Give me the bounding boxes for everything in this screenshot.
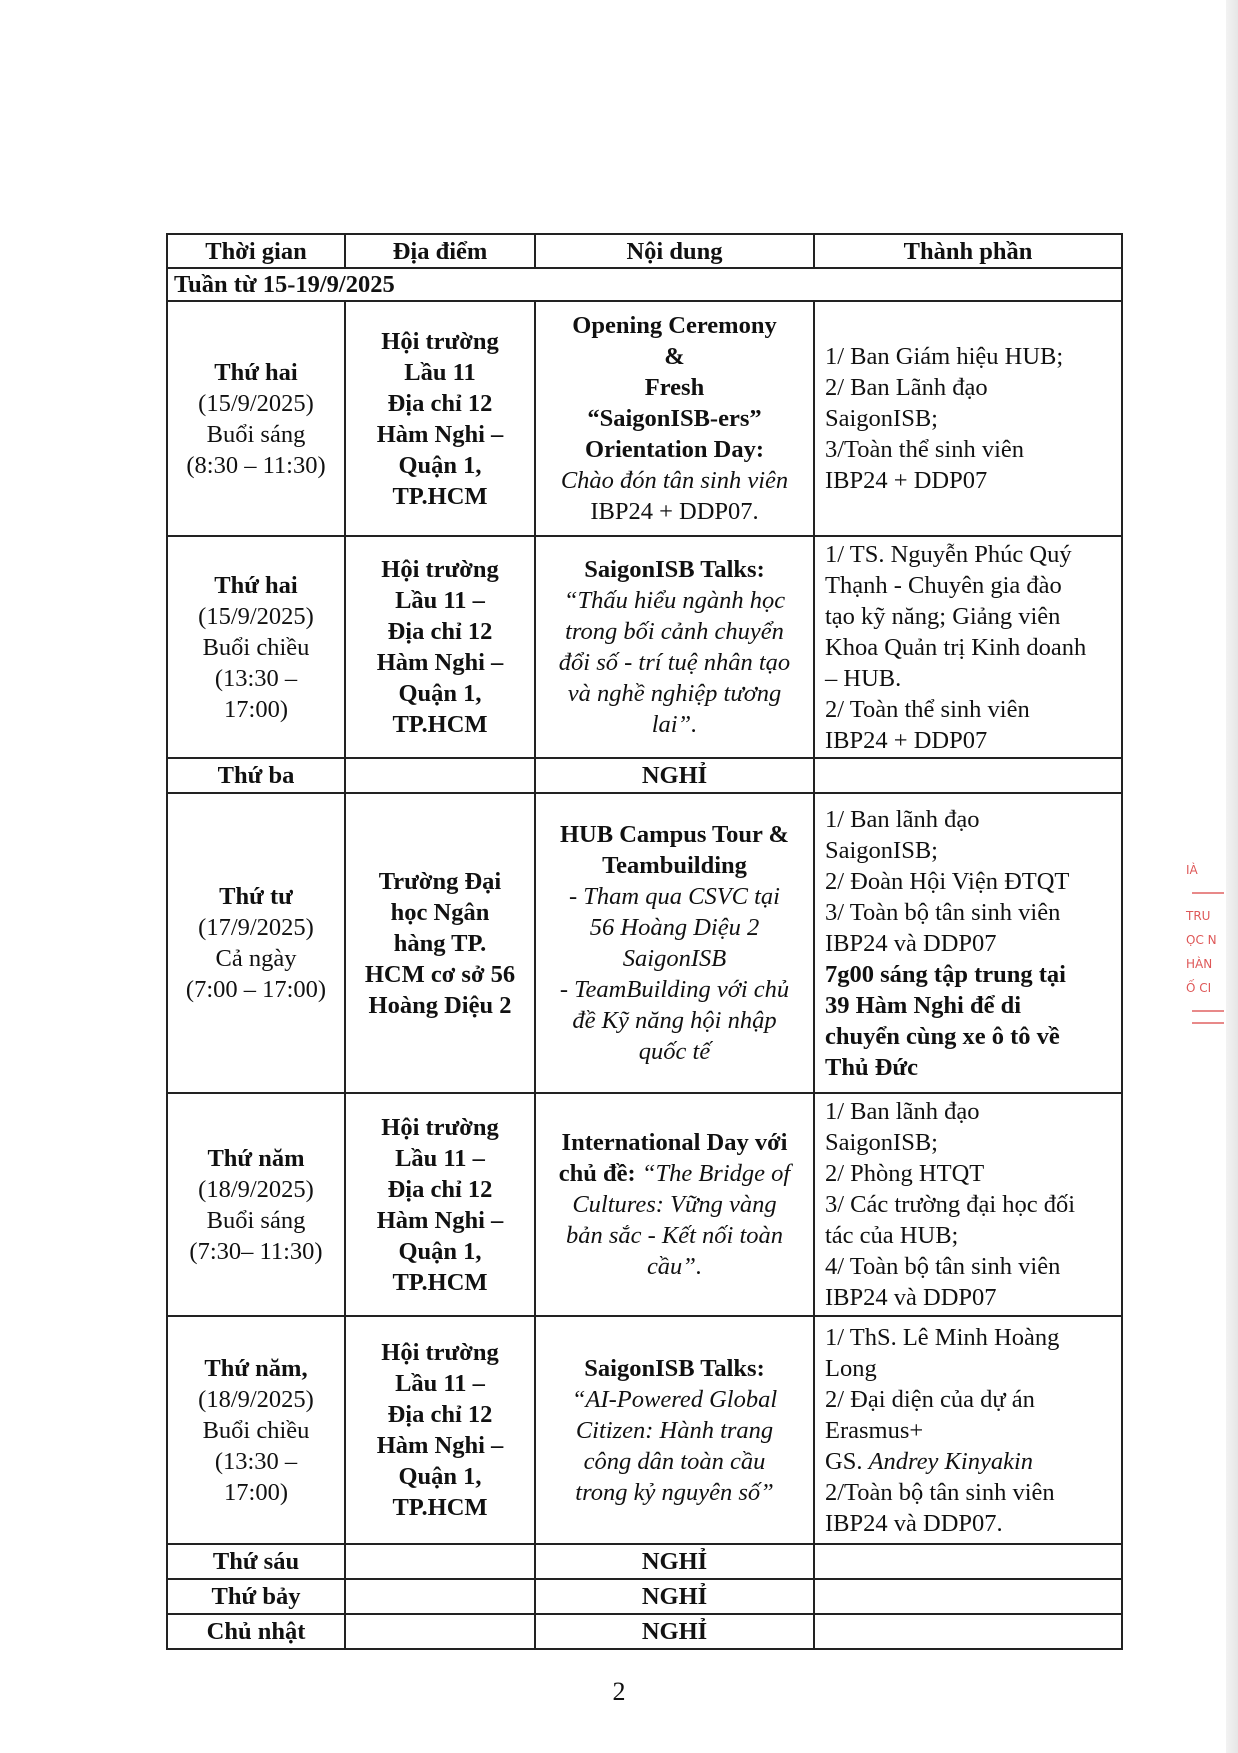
members-cell: 1/ Ban lãnh đạo SaigonISB; 2/ Phòng HTQT 3/ Các trường đại học đối tác của HUB; 4/ Toàn bộ tân sinh viên IBP24 và DDP07 xyxy=(814,1093,1122,1316)
time-cell: Thứ hai (15/9/2025) Buổi chiều (13:30 – 17:00) xyxy=(167,536,345,758)
content-cell: SaigonISB Talks: “Thấu hiểu ngành học trong bối cảnh chuyển đổi số - trí tuệ nhân tạo và nghề nghiệp tương lai”. xyxy=(535,536,814,758)
table-row xyxy=(167,1544,1122,1579)
members-cell: 1/ Ban Giám hiệu HUB; 2/ Ban Lãnh đạo SaigonISB; 3/Toàn thể sinh viên IBP24 + DDP07 xyxy=(814,301,1122,536)
header-members: Thành phần xyxy=(814,234,1122,268)
place-cell: Hội trường Lầu 11 – Địa chỉ 12 Hàm Nghi – Quận 1, TP.HCM xyxy=(345,1316,535,1544)
members-cell: 1/ TS. Nguyễn Phúc Quý Thạnh - Chuyên gia đào tạo kỹ năng; Giảng viên Khoa Quản trị Kinh doanh – HUB. 2/ Toàn thể sinh viên IBP24 + DDP07 xyxy=(814,536,1122,758)
header-time: Thời gian xyxy=(167,234,345,268)
content-cell: HUB Campus Tour & Teambuilding - Tham qua CSVC tại 56 Hoàng Diệu 2 SaigonISB - TeamBuilding với chủ đề Kỹ năng hội nhập quốc tế xyxy=(535,793,814,1093)
place-cell: Trường Đại học Ngân hàng TP. HCM cơ sở 56 Hoàng Diệu 2 xyxy=(345,793,535,1093)
table-row xyxy=(167,793,1122,1093)
members-cell xyxy=(814,758,1122,793)
place-cell xyxy=(345,758,535,793)
members-cell xyxy=(814,1614,1122,1649)
members-cell xyxy=(814,1544,1122,1579)
time-cell: Thứ hai (15/9/2025) Buổi sáng (8:30 – 11:30) xyxy=(167,301,345,536)
place-cell: Hội trường Lầu 11 Địa chỉ 12 Hàm Nghi – Quận 1, TP.HCM xyxy=(345,301,535,536)
table-row xyxy=(167,301,1122,536)
content-cell: NGHỈ xyxy=(535,758,814,793)
time-cell: Thứ năm, (18/9/2025) Buổi chiều (13:30 – 17:00) xyxy=(167,1316,345,1544)
time-cell: Thứ tư (17/9/2025) Cả ngày (7:00 – 17:00) xyxy=(167,793,345,1093)
content-cell: Opening Ceremony & Fresh “SaigonISB-ers” Orientation Day: Chào đón tân sinh viên IBP24 + DDP07. xyxy=(535,301,814,536)
time-cell: Chủ nhật xyxy=(167,1614,345,1649)
place-cell xyxy=(345,1579,535,1614)
week-row xyxy=(167,268,1122,301)
table-row xyxy=(167,1614,1122,1649)
red-stamp-fragment: IÀ TRU ỌC N HÀN Ố CI xyxy=(1186,858,1230,1082)
time-cell: Thứ ba xyxy=(167,758,345,793)
time-cell: Thứ bảy xyxy=(167,1579,345,1614)
header-place: Địa điểm xyxy=(345,234,535,268)
members-cell: 1/ ThS. Lê Minh Hoàng Long 2/ Đại diện của dự án Erasmus+ GS. Andrey Kinyakin 2/Toàn bộ tân sinh viên IBP24 và DDP07. xyxy=(814,1316,1122,1544)
content-cell: International Day với chủ đề: “The Bridge of Cultures: Vững vàng bản sắc - Kết nối toàn cầu”. xyxy=(535,1093,814,1316)
place-cell: Hội trường Lầu 11 – Địa chỉ 12 Hàm Nghi – Quận 1, TP.HCM xyxy=(345,1093,535,1316)
time-cell: Thứ năm (18/9/2025) Buổi sáng (7:30– 11:30) xyxy=(167,1093,345,1316)
members-cell: 1/ Ban lãnh đạo SaigonISB; 2/ Đoàn Hội Viện ĐTQT 3/ Toàn bộ tân sinh viên IBP24 và DDP07 7g00 sáng tập trung tại 39 Hàm Nghi để di chuyển cùng xe ô tô về Thủ Đức xyxy=(814,793,1122,1093)
table-row xyxy=(167,758,1122,793)
time-cell: Thứ sáu xyxy=(167,1544,345,1579)
header-content: Nội dung xyxy=(535,234,814,268)
week-label: Tuần từ 15-19/9/2025 xyxy=(167,268,1122,301)
page-number: 2 xyxy=(612,1677,626,1706)
table-row xyxy=(167,1579,1122,1614)
header-row xyxy=(167,234,1122,268)
table-row xyxy=(167,1093,1122,1316)
schedule-table xyxy=(166,233,1123,1650)
table-row xyxy=(167,536,1122,758)
place-cell xyxy=(345,1614,535,1649)
place-cell xyxy=(345,1544,535,1579)
content-cell: NGHỈ xyxy=(535,1544,814,1579)
members-cell xyxy=(814,1579,1122,1614)
content-cell: NGHỈ xyxy=(535,1579,814,1614)
content-cell: SaigonISB Talks: “AI-Powered Global Citizen: Hành trang công dân toàn cầu trong kỷ nguyên số” xyxy=(535,1316,814,1544)
table-row xyxy=(167,1316,1122,1544)
content-cell: NGHỈ xyxy=(535,1614,814,1649)
place-cell: Hội trường Lầu 11 – Địa chỉ 12 Hàm Nghi – Quận 1, TP.HCM xyxy=(345,536,535,758)
